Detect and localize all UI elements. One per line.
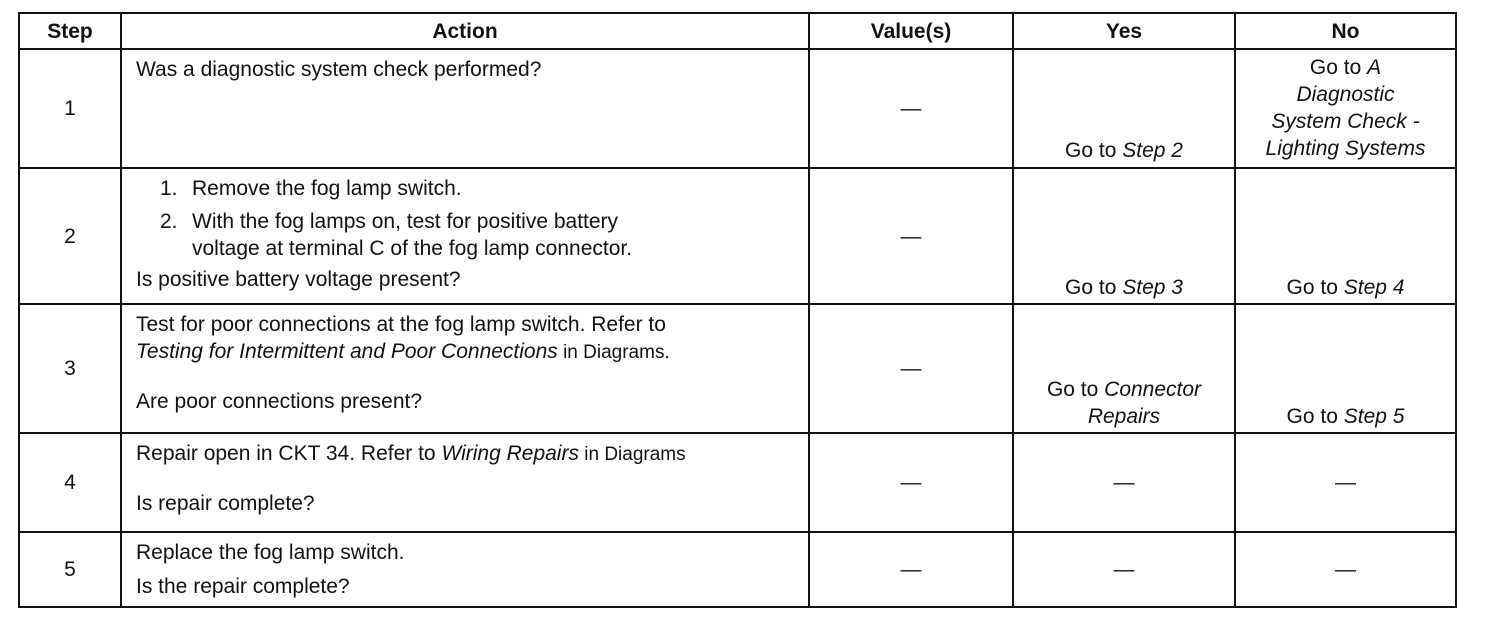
no-link-step-4[interactable]: Step 4: [1343, 276, 1405, 299]
yes-cell: —: [1013, 433, 1235, 532]
no-link-step-5[interactable]: Step 5: [1343, 405, 1405, 428]
no-cell: [1235, 49, 1456, 168]
value-cell: —: [809, 532, 1013, 607]
value-cell: —: [809, 433, 1013, 532]
value-cell: —: [809, 168, 1013, 304]
no-link-part-1[interactable]: A: [1367, 56, 1382, 79]
yes-link-step-3[interactable]: Step 3: [1122, 276, 1183, 299]
action-cell: Replace the fog lamp switch. Is the repair complete?: [121, 532, 809, 607]
value-cell: —: [809, 49, 1013, 168]
action-question: Are poor connections present?: [136, 390, 423, 413]
action-cell: [121, 49, 809, 168]
action-question: Is repair complete?: [136, 492, 315, 515]
action-cell: [121, 168, 809, 304]
action-link-testing[interactable]: Testing for Intermittent and Poor Connections: [136, 340, 558, 363]
step-number: 5: [19, 532, 121, 607]
yes-cell: Go to Connector Repairs: [1013, 304, 1235, 433]
yes-link-repairs[interactable]: Repairs: [1087, 405, 1161, 428]
yes-cell: —: [1013, 532, 1235, 607]
step-number: 1: [19, 49, 121, 168]
action-steps-list: [136, 175, 808, 262]
table-row: [19, 304, 1456, 433]
header-action: Action: [121, 13, 809, 49]
no-cell: Go to Step 5: [1235, 304, 1456, 433]
step-number: 2: [19, 168, 121, 304]
action-link-wiring[interactable]: Wiring Repairs: [441, 442, 579, 465]
step-number: 4: [19, 433, 121, 532]
header-values: Value(s): [809, 13, 1013, 49]
no-cell: —: [1235, 532, 1456, 607]
action-cell: Repair open in CKT 34. Refer to Wiring Repairs in Diagrams Is repair complete?: [121, 433, 809, 532]
no-link-part-2[interactable]: Diagnostic: [1296, 83, 1395, 106]
yes-cell: [1013, 49, 1235, 168]
step-number: 3: [19, 304, 121, 433]
yes-prefix: Go to: [1065, 139, 1123, 162]
action-question: Is positive battery voltage present?: [136, 268, 461, 291]
diagnostic-table: [18, 12, 1457, 608]
table-row: [19, 168, 1456, 304]
no-link-part-3[interactable]: System Check -: [1271, 110, 1420, 133]
header-row: [19, 13, 1456, 49]
table-row: [19, 49, 1456, 168]
table-row: [19, 433, 1456, 532]
action-question: Is the repair complete?: [136, 575, 350, 598]
list-item: 2. With the fog lamps on, test for positive battery voltage at terminal C of the fog lamp connector.: [160, 210, 633, 260]
table-row: [19, 532, 1456, 607]
yes-link-step-2[interactable]: Step 2: [1122, 139, 1183, 162]
list-item: 1. Remove the fog lamp switch.: [160, 177, 462, 200]
no-prefix: Go to: [1309, 56, 1368, 79]
value-cell: —: [809, 304, 1013, 433]
action-question: Was a diagnostic system check performed?: [136, 58, 542, 81]
no-cell: Go to Step 4: [1235, 168, 1456, 304]
no-cell: —: [1235, 433, 1456, 532]
action-cell: Test for poor connections at the fog lamp switch. Refer to Testing for Intermittent and Poor Connections in Diagrams. Are poor connections present?: [121, 304, 809, 433]
header-yes: Yes: [1013, 13, 1235, 49]
no-link-part-4[interactable]: Lighting Systems: [1265, 137, 1426, 160]
yes-cell: Go to Step 3: [1013, 168, 1235, 304]
header-no: No: [1235, 13, 1456, 49]
header-step: Step: [19, 13, 121, 49]
yes-link-connector[interactable]: Connector: [1104, 378, 1202, 401]
